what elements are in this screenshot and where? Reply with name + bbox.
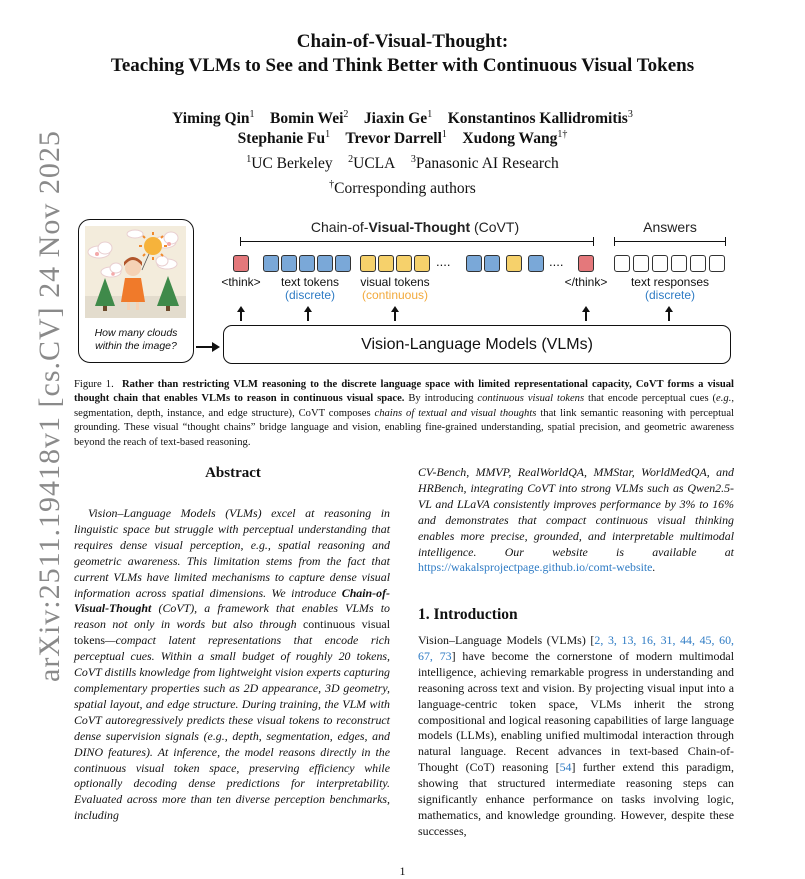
vlm-box [223,325,731,364]
figure-caption: Figure 1. Rather than restricting VLM reasoning to the discrete language space with limited representational capacity, CoVT forms a visual thought chain that enables VLMs to reason in continuous visual space. By introducing continuous visual tokens that encode perceptual cues (e.g., segmentation, depth, instance, and edge structure), CoVT composes chains of textual and visual thoughts that link semantic reasoning with perceptual grounding. These visual “thought chains” bridge language and vision, enabling fine-grained understanding, spatial precision, and geometric awareness beyond the reach of text-based reasoning. [74,379,734,448]
vlm-box-label: Vision-Language Models (VLMs) [361,336,593,353]
abstract-heading: Abstract [205,465,261,481]
introduction-text: Vision–Language Models (VLMs) [2, 3, 13, 16, 31, 44, 45, 60, 67, 73] have become the cornerstone of modern multimodal intelligence, achieving remarkable progress in understanding and reasoning across text and vision. By projecting visual input into a language-centric token space, VLMs inherit the strong compositional and logical reasoning capabilities of large language models (LLMs), enabling unified multimodal interaction through natural language. Recent advances in text-based Chain-of-Thought (CoT) reasoning [54] further extend this paradigm, showing that structured intermediate reasoning steps can significantly enhance performance on tasks involving logic, mathematics, and knowledge grounding. However, despite these successes, [418,633,734,838]
think-close-token [578,255,594,272]
response-token [633,255,649,272]
answers-bracket [614,241,726,242]
response-token [709,255,725,272]
paper-title-line2: Teaching VLMs to See and Think Better with Continuous Visual Tokens [110,55,695,76]
abstract-text: Vision–Language Models (VLMs) excel at reasoning in linguistic space but struggle with perceptual understanding that requires dense visual perception, e.g., spatial reasoning and geometric awareness. This limitation stems from the fact that current VLMs have limited mechanisms to capture dense visual information across spatial dimensions. We introduce Chain-of-Visual-Thought (CoVT), a framework that enables VLMs to reason not only in words but also through continuous visual tokens—compact latent representations that encode rich perceptual cues. Within a small budget of roughly 20 tokens, CoVT distills knowledge from lightweight vision experts capturing complementary properties such as 2D appearance, 3D geometry, spatial layout, and edge structure. During training, the VLM with CoVT autoregressively predicts these visual tokens to reconstruct dense supervision signals (e.g., depth, segmentation, edges, and DINO features). At inference, the model reasons directly in the continuous visual token space, preserving efficiency while optionally decoding dense predictions for interpretability. Evaluated across more than ten diverse perception benchmarks, including [74,506,390,823]
response-token [652,255,668,272]
illustration-girl-clouds [85,226,186,318]
visual-token [378,255,394,272]
text-responses-label: text responses [630,275,710,289]
covt-label: Chain-of-Visual-Thought (CoVT) [310,219,520,235]
affiliations: $^1$UC Berkeley $^2$UCLA $^3$Panasonic AI Research [246,154,559,173]
text-token [317,255,333,272]
text-token [299,255,315,272]
visual-token [506,255,522,272]
response-token [690,255,706,272]
author-name: Stephanie Fu [237,130,326,148]
visual-tokens-label: visual tokens [360,275,430,289]
authors-line2: Stephanie Fu$^1$ Trevor Darrell$^1$ Xudong Wang$^{1\dagger}$ [237,129,568,148]
author-name: Xudong Wang [462,130,558,148]
covt-bracket-right [593,237,594,246]
authors-line1: Yiming Qin$^1$ Bomin Wei$^2$ Jiaxin Ge$^1$ Konstantinos Kallidromitis$^3$ [172,109,633,128]
text-token [281,255,297,272]
website-link[interactable]: https://wakalsprojectpage.github.io/comt-website [418,560,653,575]
citation-link[interactable]: 54 [559,760,572,775]
visual-token [396,255,412,272]
text-tokens-sublabel: (discrete) [284,288,335,302]
text-token [528,255,544,272]
think-close-label: </think> [564,275,608,289]
affiliation: Panasonic AI Research [415,155,559,173]
think-open-label: <think> [221,275,261,289]
covt-bracket-left [240,237,241,246]
paper-title-line1: Chain-of-Visual-Thought: [296,31,509,52]
text-token [335,255,351,272]
author-name: Yiming Qin [172,110,250,128]
page-number: 1 [399,864,406,878]
question-text: How many clouds within the image? [94,327,178,352]
input-image-panel [78,219,194,363]
arxiv-stamp-text: arXiv:2511.19418v1 [cs.CV] 24 Nov 2025 [33,130,66,682]
visual-tokens-sublabel: (continuous) [361,288,429,302]
text-token [484,255,500,272]
visual-token [360,255,376,272]
abstract-continued: CV-Bench, MMVP, RealWorldQA, MMStar, WorldMedQA, and HRBench, integrating CoVT into strong VLMs such as Qwen2.5-VL and LLaVA consistently improves performance by 3% to 16% and demonstrates that compact continuous visual thinking enables more precise, grounded, and interpretable multimodal intelligence. Our website is available at https://wakalsprojectpage.github.io/comt-website. [418,465,734,575]
introduction-heading: 1. Introduction [418,606,518,623]
response-token [671,255,687,272]
text-token [263,255,279,272]
corresponding-authors: †Corresponding authors [329,179,476,198]
author-name: Jiaxin Ge [363,110,428,128]
think-open-token [233,255,249,272]
arrow-to-vlm-head [212,342,220,352]
ellipsis: .... [549,254,564,269]
author-name: Trevor Darrell [345,130,442,148]
text-tokens-label: text tokens [280,275,340,289]
response-token [614,255,630,272]
text-token [466,255,482,272]
affiliation: UCLA [353,155,396,173]
author-name: Bomin Wei [270,110,344,128]
visual-token [414,255,430,272]
covt-bracket [240,241,594,242]
affiliation: UC Berkeley [251,155,333,173]
ellipsis: .... [436,254,451,269]
answers-label: Answers [643,219,697,235]
answers-bracket-left [614,237,615,246]
author-name: Konstantinos Kallidromitis [447,110,628,128]
text-responses-sublabel: (discrete) [644,288,695,302]
citation-links[interactable]: 2, 3, 13, 16, 31, 44, 45, 60, 67, 73 [418,633,734,663]
answers-bracket-right [725,237,726,246]
